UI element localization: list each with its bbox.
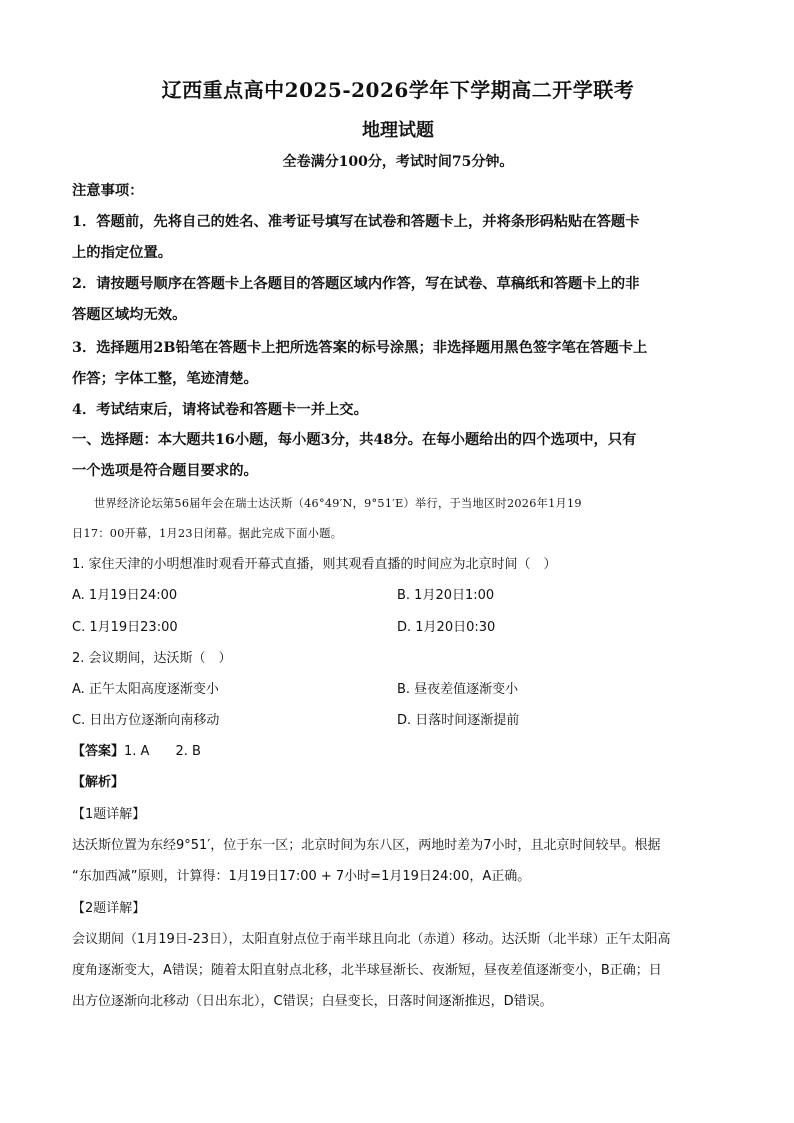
- section-heading-line-1: 一、选择题：本大题共16小题，每小题3分，共48分。在每小题给出的四个选项中，只有: [72, 432, 637, 448]
- section-heading-line-2: 一个选项是符合题目要求的。: [72, 463, 258, 479]
- question-2-option-d: D. 日落时间逐渐提前: [397, 713, 520, 728]
- passage-line-2: 日17：00开幕，1月23日闭幕。据此完成下面小题。: [72, 527, 343, 540]
- question-1-option-b: B. 1月20日1:00: [397, 588, 495, 603]
- question-2-stem: 2. 会议期间，达沃斯（ ）: [72, 651, 232, 666]
- detail-2-line-1: 会议期间（1月19日-23日），太阳直射点位于南半球且向北（赤道）移动。达沃斯（北半球）正午太阳高: [72, 932, 671, 947]
- answer-label: 【答案】: [72, 744, 125, 759]
- notice-heading: 注意事项：: [72, 183, 144, 199]
- detail-1-line-2: “东加西减”原则，计算得：1月19日17:00 + 7小时=1月19日24:00，A正确。: [72, 869, 531, 884]
- question-1-stem: 1. 家住天津的小明想准时观看开幕式直播，则其观看直播的时间应为北京时间（ ）: [72, 557, 557, 572]
- notice-item-3-line-1: 3．选择题用2B铅笔在答题卡上把所选答案的标号涂黑；非选择题用黑色签字笔在答题卡上: [72, 340, 648, 356]
- detail-1-line-1: 达沃斯位置为东经9°51′，位于东一区；北京时间为东八区，两地时差为7小时，且北京时间较早。根据: [72, 838, 661, 853]
- question-2-option-c: C. 日出方位逐渐向南移动: [72, 713, 220, 728]
- notice-item-1-line-1: 1．答题前，先将自己的姓名、准考证号填写在试卷和答题卡上，并将条形码粘贴在答题卡: [72, 214, 640, 230]
- notice-item-1-line-2: 上的指定位置。: [72, 245, 173, 261]
- question-1-option-c: C. 1月19日23:00: [72, 620, 178, 635]
- answer-line: [72, 742, 201, 762]
- detail-1-label: 【1题详解】: [72, 807, 146, 822]
- notice-item-4: 4．考试结束后，请将试卷和答题卡一并上交。: [72, 402, 368, 418]
- exam-title: 辽西重点高中2025-2026学年下学期高二开学联考: [161, 78, 635, 102]
- answer-value: 1. A 2. B: [124, 744, 201, 759]
- notice-item-3-line-2: 作答；字体工整，笔迹清楚。: [72, 371, 258, 387]
- question-2-option-b: B. 昼夜差值逐渐变小: [397, 682, 519, 697]
- detail-2-label: 【2题详解】: [72, 901, 146, 916]
- question-2-option-a: A. 正午太阳高度逐渐变小: [72, 682, 219, 697]
- question-1-option-d: D. 1月20日0:30: [397, 620, 496, 635]
- question-1-option-a: A. 1月19日24:00: [72, 588, 178, 603]
- notice-item-2-line-2: 答题区域均无效。: [72, 307, 187, 323]
- analysis-label: 【解析】: [72, 775, 125, 790]
- subject-title: 地理试题: [362, 120, 434, 141]
- exam-info: 全卷满分100分，考试时间75分钟。: [282, 154, 514, 170]
- notice-item-2-line-1: 2．请按题号顺序在答题卡上各题目的答题区域内作答，写在试卷、草稿纸和答题卡上的非: [72, 276, 640, 292]
- detail-2-line-3: 出方位逐渐向北移动（日出东北），C错误；白昼变长，日落时间逐渐推迟，D错误。: [72, 994, 553, 1009]
- passage-line-1: 世界经济论坛第56届年会在瑞士达沃斯（46°49′N，9°51′E）举行，于当地区时2026年1月19: [94, 497, 582, 510]
- detail-2-line-2: 度角逐渐变大，A错误；随着太阳直射点北移，北半球昼渐长、夜渐短，昼夜差值逐渐变小，B正确；日: [72, 963, 662, 978]
